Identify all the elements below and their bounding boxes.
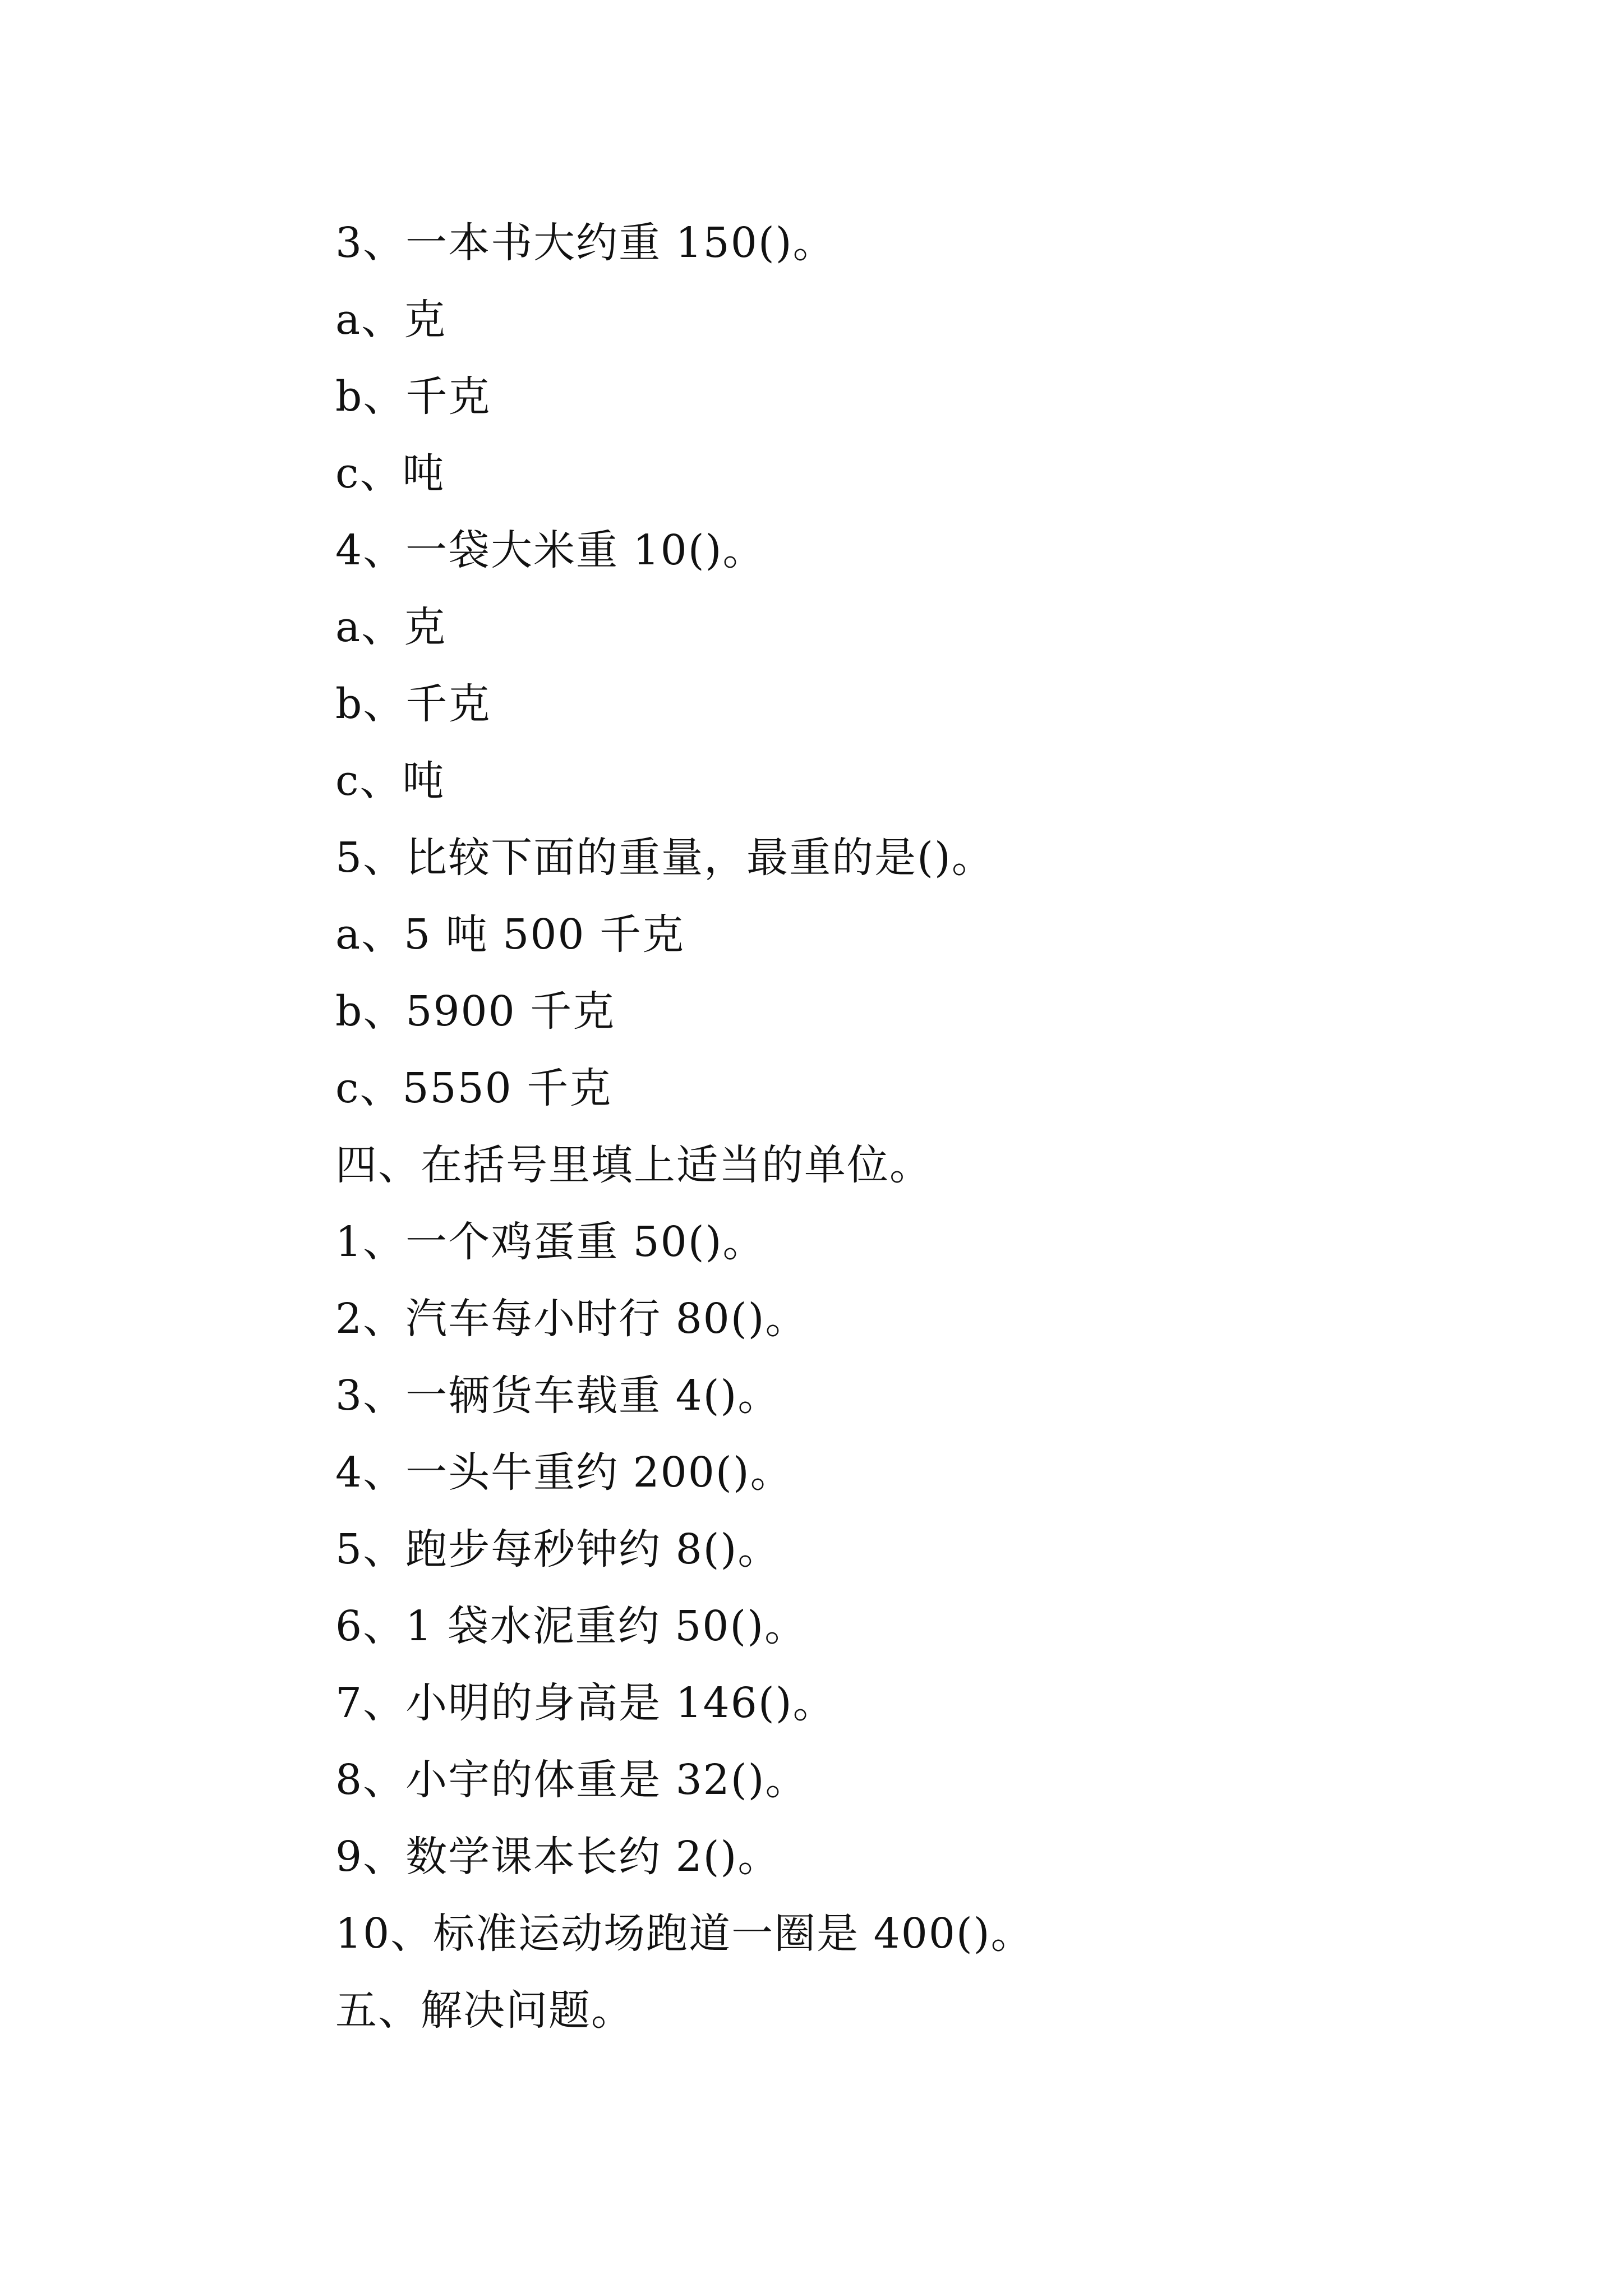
option-a: a、克 bbox=[335, 603, 447, 651]
option-c: c、5550 千克 bbox=[335, 1064, 612, 1112]
question-4: 4、一袋大米重 10()。 bbox=[335, 526, 766, 574]
section-heading-5: 五、解决问题。 bbox=[335, 1986, 634, 2035]
option-a: a、克 bbox=[335, 296, 447, 344]
option-b: b、5900 千克 bbox=[335, 987, 616, 1036]
option-c: c、吨 bbox=[335, 757, 445, 805]
question-3: 3、一本书大约重 150()。 bbox=[335, 219, 836, 267]
fill-item-5: 5、跑步每秒钟约 8()。 bbox=[335, 1525, 781, 1573]
document-body bbox=[335, 212, 1513, 2056]
fill-item-8: 8、小宇的体重是 32()。 bbox=[335, 1756, 808, 1804]
fill-item-7: 7、小明的身高是 146()。 bbox=[335, 1679, 836, 1727]
fill-item-3: 3、一辆货车载重 4()。 bbox=[335, 1372, 781, 1420]
section-heading-4: 四、在括号里填上适当的单位。 bbox=[335, 1141, 932, 1189]
fill-item-2: 2、汽车每小时行 80()。 bbox=[335, 1295, 808, 1343]
fill-item-6: 6、1 袋水泥重约 50()。 bbox=[335, 1602, 808, 1650]
fill-item-10: 10、标准运动场跑道一圈是 400()。 bbox=[335, 1910, 1034, 1958]
option-b: b、千克 bbox=[335, 372, 491, 421]
question-5: 5、比较下面的重量，最重的是()。 bbox=[335, 834, 994, 882]
option-b: b、千克 bbox=[335, 680, 491, 728]
fill-item-9: 9、数学课本长约 2()。 bbox=[335, 1833, 781, 1881]
option-c: c、吨 bbox=[335, 449, 445, 498]
fill-item-4: 4、一头牛重约 200()。 bbox=[335, 1448, 793, 1497]
fill-item-1: 1、一个鸡蛋重 50()。 bbox=[335, 1218, 766, 1266]
option-a: a、5 吨 500 千克 bbox=[335, 910, 685, 959]
